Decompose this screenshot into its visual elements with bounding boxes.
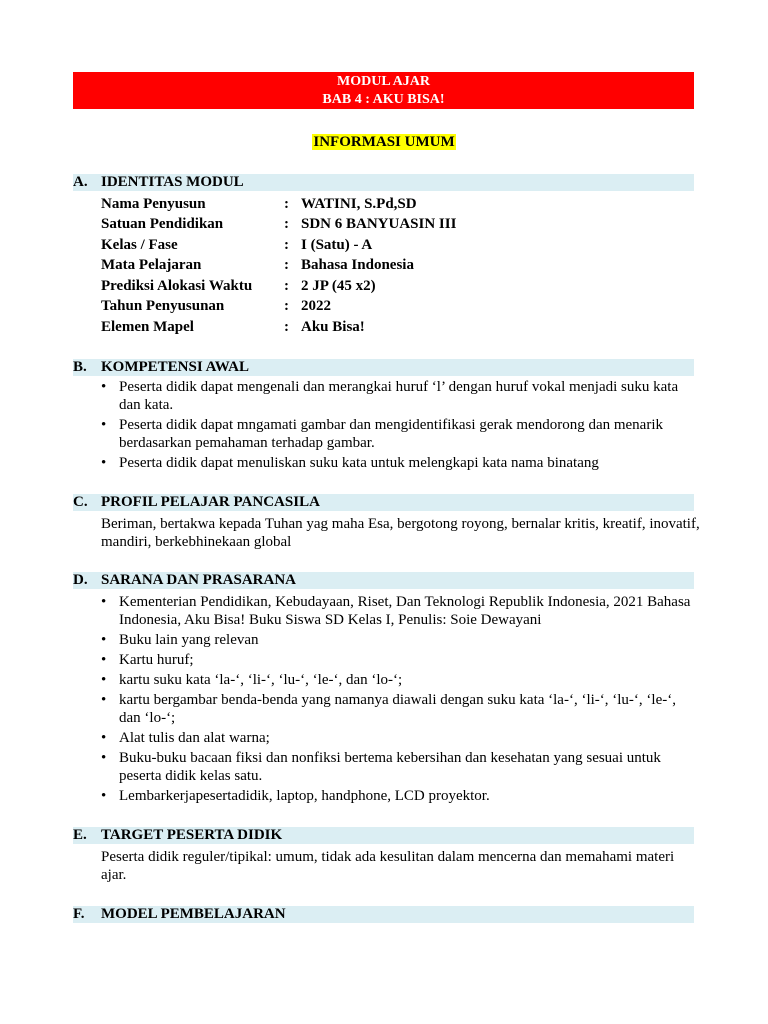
identity-value: Aku Bisa! [301, 319, 365, 335]
identity-row [101, 276, 701, 296]
profil-text: Beriman, bertakwa kepada Tuhan yag maha Esa, bergotong royong, bernalar kritis, kreatif, inovatif, mandiri, berkebhinekaan global [101, 516, 700, 550]
list-item: • Kartu huruf; [101, 652, 194, 668]
title-banner [73, 72, 694, 109]
identity-value: 2 JP (45 x2) [301, 278, 376, 294]
identity-row [101, 194, 701, 214]
identity-row [101, 296, 701, 316]
identity-colon: : [284, 257, 289, 273]
section-letter: C. [73, 494, 88, 510]
section-title: IDENTITAS MODUL [101, 174, 244, 190]
section-letter: D. [73, 572, 88, 588]
list-item: • Peserta didik dapat menuliskan suku kata untuk melengkapi kata nama binatang [101, 455, 599, 471]
section-c-header [73, 494, 694, 511]
section-letter: E. [73, 827, 87, 843]
identity-colon: : [284, 278, 289, 294]
section-letter: B. [73, 359, 87, 375]
identity-label: Satuan Pendidikan [101, 216, 224, 232]
section-title: TARGET PESERTA DIDIK [101, 827, 283, 843]
list-item: • Buku lain yang relevan [101, 632, 259, 648]
section-title: KOMPETENSI AWAL [101, 359, 249, 375]
target-text: Peserta didik reguler/tipikal: umum, tidak ada kesulitan dalam mencerna dan memahami materi ajar. [101, 849, 675, 883]
section-d-header [73, 572, 694, 589]
list-item: • Alat tulis dan alat warna; [101, 730, 270, 746]
chapter-title: BAB 4 : AKU BISA! [322, 92, 445, 107]
section-b-header [73, 359, 694, 376]
identity-value: WATINI, S.Pd,SD [301, 196, 417, 212]
section-title: MODEL PEMBELAJARAN [101, 906, 286, 922]
identity-colon: : [284, 196, 289, 212]
identity-value: SDN 6 BANYUASIN III [301, 216, 457, 232]
list-item: • Peserta didik dapat mngamati gambar dan mengidentifikasi gerak mendorong dan menarik berdasarkan pemahaman terhadap gambar. [101, 417, 663, 451]
identity-row [101, 317, 701, 337]
identity-label: Elemen Mapel [101, 319, 194, 335]
identity-label: Kelas / Fase [101, 237, 178, 253]
identity-row [101, 214, 701, 234]
info-umum-heading: INFORMASI UMUM [313, 134, 455, 150]
list-item: • Peserta didik dapat mengenali dan merangkai huruf ‘l’ dengan huruf vokal menjadi suku kata dan kata. [101, 379, 679, 413]
list-item: • Kementerian Pendidikan, Kebudayaan, Riset, Dan Teknologi Republik Indonesia, 2021 Bahasa Indonesia, Aku Bisa! Buku Siswa SD Kelas I, Penulis: Soie Dewayani [101, 594, 691, 628]
sarana-list [101, 593, 701, 807]
section-e-header [73, 827, 694, 844]
identity-colon: : [284, 298, 289, 314]
section-a-header [73, 174, 694, 191]
identity-label: Tahun Penyusunan [101, 298, 225, 314]
kompetensi-list [101, 378, 701, 474]
identity-label: Nama Penyusun [101, 196, 206, 212]
section-letter: F. [73, 906, 85, 922]
identity-label: Prediksi Alokasi Waktu [101, 278, 253, 294]
identity-value: 2022 [301, 298, 331, 314]
identity-row [101, 255, 701, 275]
identity-value: Bahasa Indonesia [301, 257, 414, 273]
list-item: • kartu bergambar benda-benda yang namanya diawali dengan suku kata ‘la-‘, ‘li-‘, ‘lu-‘, ‘le-‘, dan ‘lo-‘; [101, 692, 676, 726]
list-item: • Lembarkerjapesertadidik, laptop, handphone, LCD proyektor. [101, 788, 490, 804]
identity-value: I (Satu) - A [301, 237, 373, 253]
section-f-header [73, 906, 694, 923]
identity-colon: : [284, 216, 289, 232]
section-letter: A. [73, 174, 88, 190]
list-item: • Buku-buku bacaan fiksi dan nonfiksi bertema kebersihan dan kesehatan yang sesuai untuk peserta didik kelas satu. [101, 750, 661, 784]
list-item: • kartu suku kata ‘la-‘, ‘li-‘, ‘lu-‘, ‘le-‘, dan ‘lo-‘; [101, 672, 403, 688]
section-title: PROFIL PELAJAR PANCASILA [101, 494, 320, 510]
identity-colon: : [284, 319, 289, 335]
identity-row [101, 235, 701, 255]
section-title: SARANA DAN PRASARANA [101, 572, 297, 588]
identity-label: Mata Pelajaran [101, 257, 202, 273]
identity-colon: : [284, 237, 289, 253]
module-title: MODUL AJAR [337, 74, 430, 89]
